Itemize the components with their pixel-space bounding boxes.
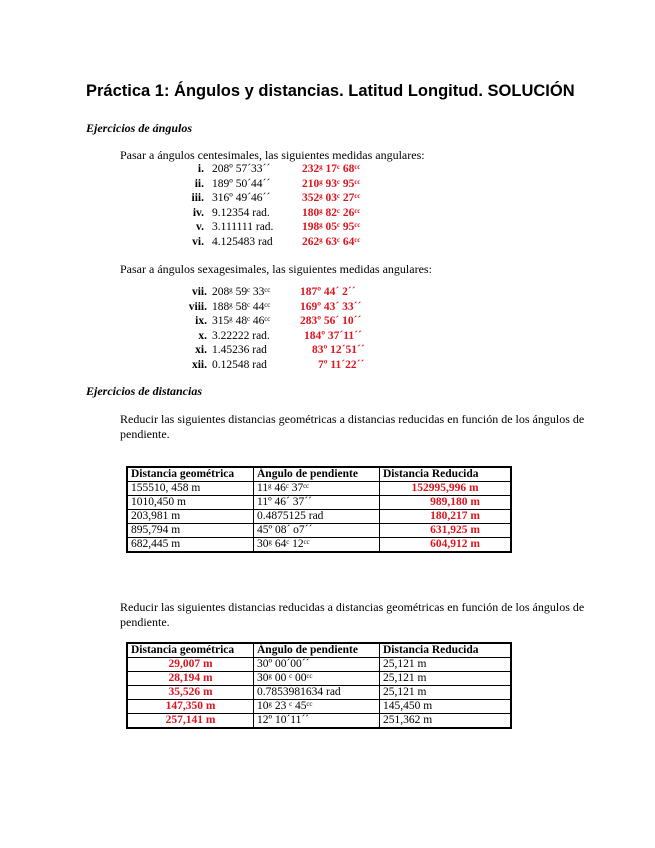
exercise-row — [160, 358, 420, 373]
table-cell: 11ᵍ 46ᶜ 37ᶜᶜ — [254, 482, 380, 496]
table-cell: 12º 10´11´´ — [254, 714, 380, 729]
exercise-row — [160, 235, 420, 250]
table-cell: 0.4875125 rad — [254, 510, 380, 524]
distances-heading: Ejercicios de distancias — [86, 384, 202, 398]
table-row — [127, 714, 511, 729]
exercise-row — [160, 343, 420, 358]
table-cell: 145,450 m — [380, 700, 512, 714]
exercise-value: 315ᵍ 48ᶜ 46ᶜᶜ — [212, 315, 271, 327]
exercise-answer: 184º 37´11´´ — [304, 329, 362, 342]
exercise-row — [160, 191, 420, 206]
table-cell: 45º 08´ o7´´ — [254, 524, 380, 538]
exercise-answer: 232ᵍ 17ᶜ 68ᶜᶜ — [302, 163, 361, 175]
table-row — [127, 538, 511, 553]
table-header-row — [127, 467, 511, 482]
exercise-answer: 198ᵍ 05ᶜ 95ᶜᶜ — [302, 221, 361, 233]
reduced-distance-table — [126, 466, 512, 553]
table-cell: 203,981 m — [127, 510, 254, 524]
table-cell: 682,445 m — [127, 538, 254, 553]
table-header-row — [127, 643, 511, 658]
exercise-value: 316º 49´46´´ — [212, 192, 271, 204]
table-cell-answer: 152995,996 m — [380, 482, 512, 496]
exercise-value: 188ᵍ 58ᶜ 44ᶜᶜ — [212, 300, 271, 313]
exercise-row — [160, 314, 420, 329]
table-row — [127, 524, 511, 538]
exercise-value: 1.45236 rad — [212, 344, 267, 356]
table-cell-answer: 180,217 m — [380, 510, 512, 524]
exercise-answer: 187º 44´ 2´´ — [300, 286, 356, 298]
exercise-row — [160, 329, 420, 344]
table-cell: 10ᵍ 23 ᶜ 45ᶜᶜ — [254, 700, 380, 714]
table-row — [127, 686, 511, 700]
exercise-value: 0.12548 rad — [212, 358, 267, 371]
table-cell: 251,362 m — [380, 714, 512, 729]
table-row — [127, 700, 511, 714]
exercise-number: iv. — [192, 206, 204, 219]
column-header: Ángulo de pendiente — [254, 643, 380, 658]
exercise-row — [160, 162, 420, 177]
exercise-row — [160, 206, 420, 221]
angles-intro-sexagesimal: Pasar a ángulos sexagesimales, las siguientes medidas angulares: — [120, 262, 432, 276]
angles-intro-centesimal: Pasar a ángulos centesimales, las siguientes medidas angulares: — [120, 148, 425, 162]
exercise-value: 3.22222 rad. — [212, 329, 270, 342]
exercise-answer: 169º 43´ 33´´ — [300, 300, 362, 313]
distances-intro-reduce: Reducir las siguientes distancias geométricas a distancias reducidas en función de los ángulos de pendiente. — [120, 412, 585, 441]
exercise-value: 4.125483 rad — [212, 235, 273, 248]
table-cell: 30º 00´00´´ — [254, 658, 380, 672]
table-cell: 25,121 m — [380, 672, 512, 686]
table-cell: 0.7853981634 rad — [254, 686, 380, 700]
exercise-number: i. — [197, 163, 204, 175]
column-header: Distancia Reducida — [380, 643, 512, 658]
exercise-number: ix. — [195, 315, 207, 327]
exercise-value: 9.12354 rad. — [212, 206, 270, 219]
exercise-value: 189º 50´44´´ — [212, 177, 271, 190]
exercise-row — [160, 300, 420, 315]
exercise-number: iii. — [191, 192, 204, 204]
table-row — [127, 496, 511, 510]
table-cell-answer: 631,925 m — [380, 524, 512, 538]
table-cell-answer: 257,141 m — [127, 714, 254, 729]
exercise-value: 208º 57´33´´ — [212, 163, 271, 175]
table-cell: 895,794 m — [127, 524, 254, 538]
centesimal-exercise-list — [160, 162, 420, 249]
table-row — [127, 658, 511, 672]
column-header: Distancia geométrica — [127, 467, 254, 482]
table-cell-answer: 29,007 m — [127, 658, 254, 672]
exercise-number: vii. — [191, 286, 207, 298]
table-cell-answer: 147,350 m — [127, 700, 254, 714]
table-cell: 1010,450 m — [127, 496, 254, 510]
exercise-answer: 180ᵍ 82ᶜ 26ᶜᶜ — [302, 206, 361, 219]
table-row — [127, 672, 511, 686]
page-title: Práctica 1: Ángulos y distancias. Latitud Longitud. SOLUCIÓN — [86, 82, 575, 100]
column-header: Distancia Reducida — [380, 467, 512, 482]
sexagesimal-exercise-list — [160, 285, 420, 372]
table-cell: 30ᵍ 00 ᶜ 00ᶜᶜ — [254, 672, 380, 686]
exercise-answer: 210ᵍ 93ᶜ 95ᶜᶜ — [302, 177, 361, 190]
column-header: Ángulo de pendiente — [254, 467, 380, 482]
table-cell: 30ᵍ 64ᶜ 12ᶜᶜ — [254, 538, 380, 553]
table-cell-answer: 604,912 m — [380, 538, 512, 553]
exercise-value: 208ᵍ 59ᶜ 33ᶜᶜ — [212, 286, 271, 298]
exercise-answer: 262ᵍ 63ᶜ 64ᶜᶜ — [302, 235, 361, 248]
table-cell: 25,121 m — [380, 658, 512, 672]
exercise-number: viii. — [188, 300, 207, 313]
exercise-number: x. — [198, 329, 207, 342]
table-cell-answer: 35,526 m — [127, 686, 254, 700]
exercise-number: ii. — [194, 177, 204, 190]
angles-heading: Ejercicios de ángulos — [86, 121, 193, 135]
exercise-answer: 83º 12´51´´ — [312, 344, 365, 356]
column-header: Distancia geométrica — [127, 643, 254, 658]
exercise-row — [160, 177, 420, 192]
exercise-answer: 352ᵍ 03ᶜ 27ᶜᶜ — [302, 192, 361, 204]
exercise-answer: 283º 56´ 10´´ — [300, 315, 362, 327]
exercise-row — [160, 285, 420, 300]
table-cell: 25,121 m — [380, 686, 512, 700]
exercise-value: 3.111111 rad. — [212, 221, 274, 233]
exercise-answer: 7º 11´22´´ — [318, 358, 365, 371]
table-cell: 11º 46´ 37´´ — [254, 496, 380, 510]
exercise-number: xii. — [191, 358, 207, 371]
geometric-distance-table — [126, 642, 512, 729]
table-row — [127, 510, 511, 524]
exercise-row — [160, 220, 420, 235]
exercise-number: vi. — [192, 235, 204, 248]
distances-intro-geometric: Reducir las siguientes distancias reducidas a distancias geométricas en función de los ángulos de pendiente. — [120, 600, 585, 629]
table-row — [127, 482, 511, 496]
exercise-number: xi. — [195, 344, 207, 356]
table-cell-answer: 989,180 m — [380, 496, 512, 510]
table-cell: 155510, 458 m — [127, 482, 254, 496]
exercise-number: v. — [196, 221, 204, 233]
table-cell-answer: 28,194 m — [127, 672, 254, 686]
